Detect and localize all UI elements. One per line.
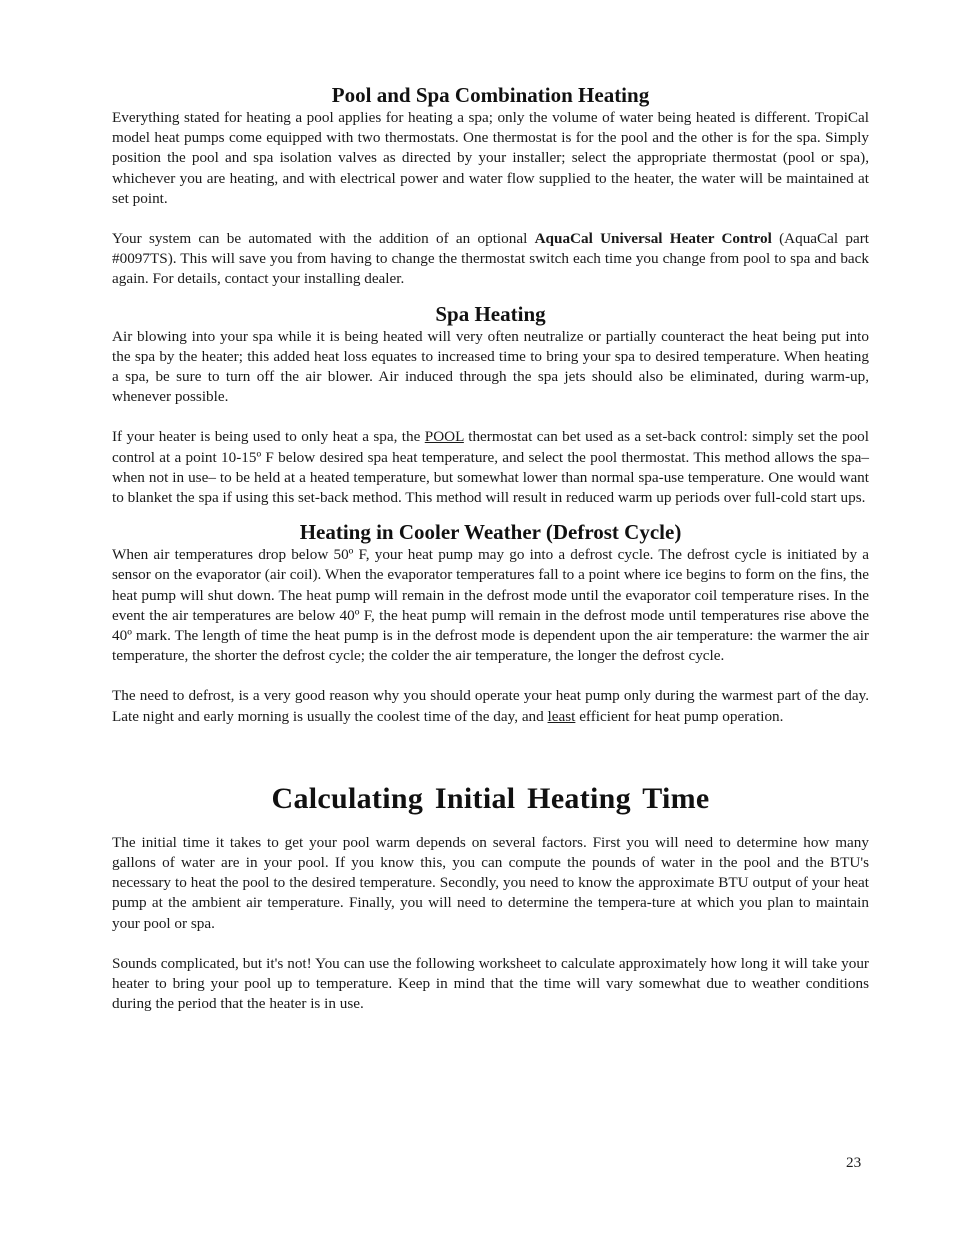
text-run: If your heater is being used to only heat a spa, the <box>112 428 425 446</box>
text-run: Your system can be automated with the addition of an optional <box>112 230 535 248</box>
text-run: efficient for heat pump operation. <box>575 707 784 725</box>
paragraph-pool-spa-2 <box>112 229 869 290</box>
paragraph-pool-spa-1: Everything stated for heating a pool applies for heating a spa; only the volume of water being heated is different. TropiCal model heat pumps come equipped with two thermostats. One thermostat is for the pool and the other is for the spa. Simply position the pool and spa isolation valves as directed by your installer; select the appropriate thermostat (pool or spa), whichever you are heating, and with electrical power and water flow supplied to the heater, the water will be maintained at set point. <box>112 109 869 207</box>
underlined-pool: POOL <box>424 428 464 446</box>
paragraph-spacer <box>112 407 869 427</box>
paragraph-calc-2: Sounds complicated, but it's not! You can use the following worksheet to calculate approximately how long it will take your heater to bring your pool up to temperature. Keep in mind that the time will vary somewhat due to weather conditions during the period that the heater is in use. <box>112 954 869 1013</box>
heading-pool-spa-combination: Pool and Spa Combination Heating <box>331 83 650 107</box>
paragraph-defrost-2 <box>112 686 869 726</box>
text-run: thermostat can bet used as a set-back control: simply set the pool control at a point 10-15º F below desired spa heat temperature, and select the pool thermostat. This method allows the spa–when not in use– to be held at a heated temperature, but somewhat lower than normal spa-use temperature. One would want to blanket the spa if using this set-back method. This method will result in reduced warm up periods over full-cold start ups. <box>112 428 869 507</box>
page-number: 23 <box>846 1154 862 1171</box>
heading-spa-heating: Spa Heating <box>435 301 546 326</box>
paragraph-spacer <box>112 209 869 229</box>
heading-calculating-initial-heating-time: Calculating Initial Heating Time <box>271 781 710 815</box>
paragraph-defrost-1: When air temperatures drop below 50º F, your heat pump may go into a defrost cycle. The defrost cycle is initiated by a sensor on the evaporator (air coil). When the evaporator temperatures fall to a point where ice begins to form on the fins, the heat pump will shut down. The heat pump will remain in the defrost mode until the evaporator coil temperature rises. In the event the air temperatures are below 40º F, the heat pump will remain in the defrost mode until temperatures rise above the 40º mark. The length of time the heat pump is in the defrost mode is dependent upon the air temperature: the warmer the air temperature, the shorter the defrost cycle; the colder the air temperature, the longer the defrost cycle. <box>112 546 869 665</box>
document-page <box>112 80 869 1015</box>
paragraph-calc-1: The initial time it takes to get your pool warm depends on several factors. First you will need to determine how many gallons of water are in your pool. If you know this, you can compute the pounds of water in the pool and the BTU's necessary to heat the pool to the desired temperature. Secondly, you need to know the approximate BTU output of your heat pump at the ambient air temperature. Finally, you will need to determine the tempera-ture at which you plan to maintain your pool or spa. <box>112 833 869 932</box>
paragraph-spa-1: Air blowing into your spa while it is being heated will very often neutralize or partially counteract the heat being put into the spa by the heater; this added heat loss equates to increased time to bring your spa to desired temperature. When heating a spa, be sure to turn off the air blower. Air induced through the spa jets should also be eliminated, during warm-up, whenever possible. <box>112 327 869 406</box>
heading-defrost-cycle: Heating in Cooler Weather (Defrost Cycle) <box>299 520 682 545</box>
bold-product-name: AquaCal Universal Heater Control <box>534 230 772 248</box>
paragraph-spa-2 <box>112 427 869 508</box>
text-run: (AquaCal part #0097TS). This will save you from having to change the thermostat switch each time you change from pool to spa and back again. For details, contact your installing dealer. <box>112 230 870 288</box>
paragraph-spacer <box>112 934 869 954</box>
text-run: The need to defrost, is a very good reason why you should operate your heat pump only during the warmest part of the day. Late night and early morning is usually the coolest time of the day, and <box>112 687 869 725</box>
underlined-least: least <box>547 707 576 725</box>
paragraph-spacer <box>112 666 869 686</box>
